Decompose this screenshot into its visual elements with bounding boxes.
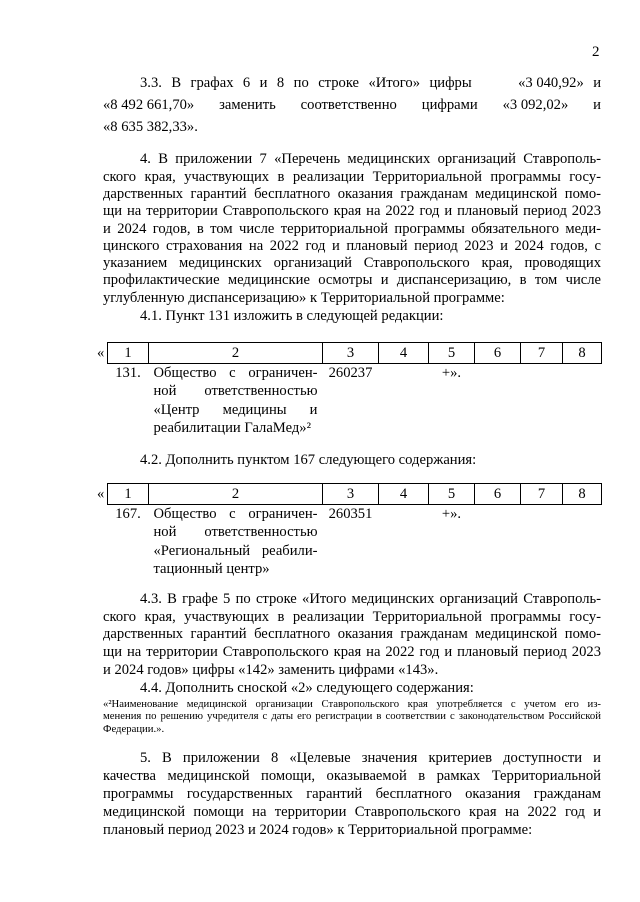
column-5-header: 5 — [429, 343, 475, 364]
column-2-header: 2 — [149, 343, 323, 364]
text-line: щи на территории Ставропольского края на 2022 год и плановый период 2023 — [103, 643, 601, 660]
paragraph-4-4 — [103, 680, 601, 697]
text-line: 4.4. Дополнить сноской «2» следующего содержания: — [140, 679, 474, 696]
number-group: «3 092,02» — [502, 97, 569, 113]
empty-cell — [379, 364, 429, 438]
text-line: «8 492 661,70» заменить соответственно цифрами «3 092,02» и — [103, 94, 601, 116]
column-3-header: 3 — [323, 484, 379, 505]
column-8-header: 8 — [563, 484, 602, 505]
column-1-header: 1 — [108, 484, 149, 505]
organization-name — [149, 505, 323, 579]
paragraph-3-3 — [103, 72, 601, 138]
column-4-header: 4 — [379, 343, 429, 364]
text-line: Общество с ограничен- — [153, 365, 318, 381]
column-7-header: 7 — [521, 343, 563, 364]
column-4-header: 4 — [379, 484, 429, 505]
number-group: «3 040,92» — [518, 75, 584, 91]
column-6-header: 6 — [475, 484, 521, 505]
footnote-text — [103, 698, 601, 736]
column-2-header: 2 — [149, 484, 323, 505]
text-line: 4. В приложении 7 «Перечень медицинских организаций Ставрополь- — [140, 151, 601, 168]
text-line: 4.1. Пункт 131 изложить в следующей редакции: — [140, 307, 444, 324]
table — [107, 342, 602, 437]
paragraph-5 — [103, 749, 601, 839]
text-line: плановый период 2023 и 2024 годов» к Территориальной программе: — [103, 822, 533, 838]
table-item-167 — [97, 483, 601, 578]
column-8-header: 8 — [563, 343, 602, 364]
organization-code: 260351 — [328, 506, 373, 522]
text-line: Федерации.». — [103, 722, 165, 735]
text-line: цинского страхования на 2022 год и плановый период 2023 и 2024 годов, с — [103, 237, 601, 254]
table-header-row — [108, 343, 602, 364]
empty-cell — [563, 505, 602, 579]
text-line: тационный центр» — [153, 560, 270, 577]
text-line: профилактические медицинские осмотры и диспансеризацию, в том числе — [103, 272, 601, 289]
text-line: «²Наименование медицинской организации Ставропольского края употребляется с учетом его из- — [103, 697, 601, 710]
column-6-header: 6 — [475, 343, 521, 364]
opening-quote: « — [97, 486, 105, 502]
text-line: ского края, участвующих в реализации Территориальной программы госу- — [103, 168, 601, 185]
empty-cell — [521, 505, 563, 579]
table — [107, 483, 602, 578]
organization-code: 260237 — [328, 365, 373, 381]
text-line: ского края, участвующих в реализации Территориальной программы госу- — [103, 608, 601, 625]
text-line: Общество с ограничен- — [153, 506, 318, 522]
text-line: и 2024 годов, в том числе территориальной программы обязательного меди- — [103, 220, 601, 237]
text-line: программы государственных гарантий бесплатного оказания гражданам — [103, 786, 601, 802]
text-line: 5. В приложении 8 «Целевые значения критериев доступности и — [140, 750, 601, 766]
paragraph-4-3 — [103, 591, 601, 679]
text-line: 3.3. В графах 6 и 8 по строке «Итого» цифры «3 040,92» и — [103, 72, 601, 94]
opening-quote: « — [97, 345, 105, 361]
column-7-header: 7 — [521, 484, 563, 505]
table-row — [108, 364, 602, 438]
item-number: 131. — [115, 365, 141, 381]
table-header-row — [108, 484, 602, 505]
text-line: качества медицинской помощи, оказываемой в рамках Территориальной — [103, 768, 601, 784]
text-line: дарственных гарантий бесплатного оказания гражданам медицинской помо- — [103, 626, 601, 643]
column-5-header: 5 — [429, 484, 475, 505]
paragraph-4 — [103, 151, 601, 307]
text-line: «8 635 382,33». — [103, 119, 198, 135]
text-line: менения по решению учредителя с даты его регистрации в соответствии с законодательством Российской — [103, 710, 601, 723]
empty-cell — [521, 364, 563, 438]
empty-cell — [475, 364, 521, 438]
text-line: указанием медицинских организаций Ставропольского края, проводящих — [103, 255, 601, 272]
page-number: 2 — [592, 44, 600, 60]
text-line: щи на территории Ставропольского края на 2022 год и плановый период 2023 — [103, 203, 601, 220]
empty-cell — [475, 505, 521, 579]
text-line: 4.3. В графе 5 по строке «Итого медицинских организаций Ставрополь- — [140, 591, 601, 608]
item-number: 167. — [115, 506, 141, 522]
text-line: 4.2. Дополнить пунктом 167 следующего содержания: — [140, 451, 477, 468]
text-line: «Центр медицины и — [153, 401, 318, 418]
number-group: «8 492 661,70» — [103, 97, 195, 113]
paragraph-4-2 — [103, 452, 601, 469]
table-row — [108, 505, 602, 579]
text-line: «Региональный реабили- — [153, 542, 318, 559]
organization-name — [149, 364, 323, 438]
empty-cell — [563, 364, 602, 438]
column-3-header: 3 — [323, 343, 379, 364]
participation-mark: +». — [441, 506, 462, 522]
empty-cell — [379, 505, 429, 579]
paragraph-4-1 — [103, 308, 601, 325]
text-line: ной ответственностью — [153, 383, 318, 400]
text-line: и 2024 годов» цифры «142» заменить цифрами «143». — [103, 661, 439, 678]
text-line: ной ответственностью — [153, 524, 318, 541]
participation-mark: +». — [441, 365, 462, 381]
text-line: дарственных гарантий бесплатного оказания гражданам медицинской помо- — [103, 185, 601, 202]
text-line: реабилитации ГалаМед»² — [153, 419, 311, 436]
text-line: медицинской помощи на территории Ставропольского края на 2022 год и — [103, 804, 601, 820]
column-1-header: 1 — [108, 343, 149, 364]
table-item-131 — [97, 342, 601, 437]
text-line: углубленную диспансеризацию» к Территориальной программе: — [103, 289, 505, 306]
